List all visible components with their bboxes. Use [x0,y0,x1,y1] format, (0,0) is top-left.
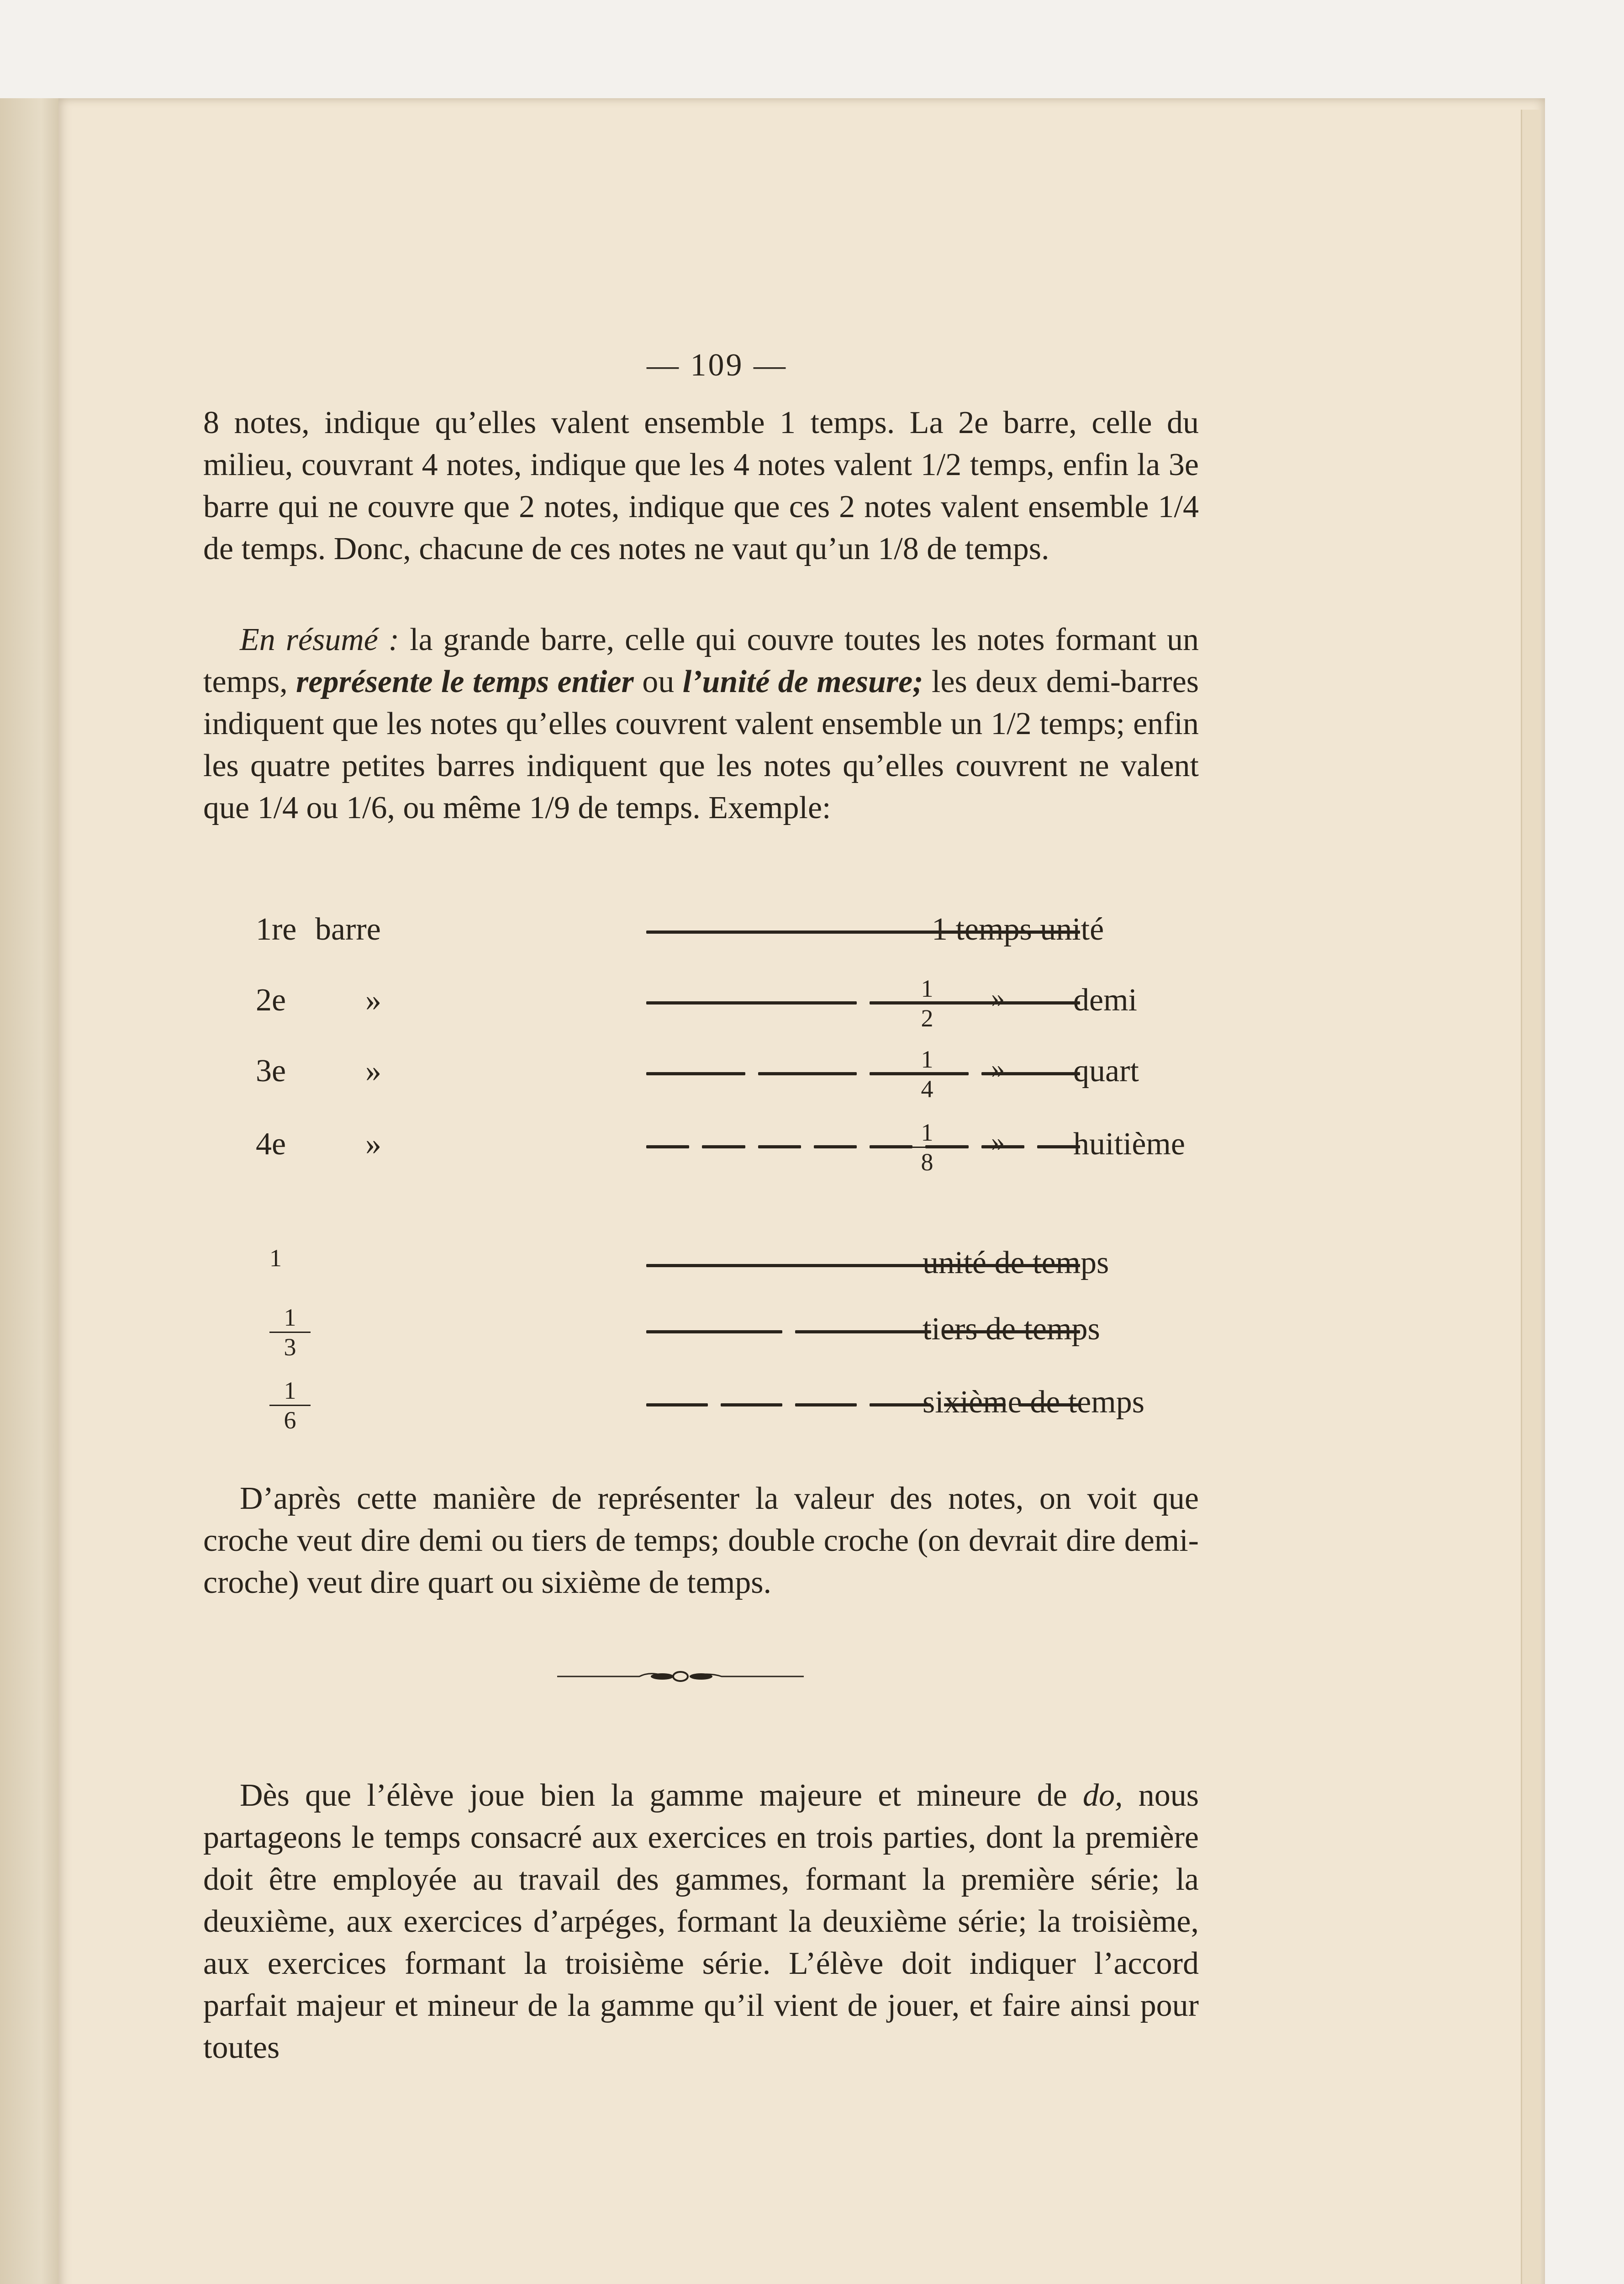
row-label: » [365,983,381,1018]
bar-group [646,1072,1080,1076]
emphasis: représente le temps entier [296,664,634,699]
fraction [907,1119,948,1175]
fraction-bar [907,1003,948,1004]
paragraph-2: En résumé : la grande barre, celle qui couvre toutes les notes formant un temps, représente le temps entier ou l’unité de mesure; les deux demi-barres indiquent que les notes qu’elles couvrent valent ensemble un 1/2 temps; enfin les quatre petites barres indiquent que les notes qu’elles couvrent ne valent que 1/4 ou 1/6, ou même 1/9 de temps. Exemple: [203,622,1199,825]
fraction-bar [269,1405,311,1406]
ternary-row [201,1304,1206,1366]
bar-segment [646,1145,689,1148]
fraction-bar [907,1073,948,1075]
fraction-numerator: 1 [921,1046,933,1073]
emphasis: do, [1083,1778,1123,1813]
fraction-numerator: 1 [269,1244,282,1272]
fraction [907,1046,948,1102]
ditto-mark: » [991,1053,1005,1084]
value-label: sixième de temps [923,1385,1145,1420]
paragraph-1: 8 notes, indique qu’elles valent ensemble 1 temps. La 2e barre, celle du milieu, couvrant 4 notes, indique que les 4 notes valent 1/2 temps, enfin la 3e barre qui ne couvre que 2 notes, indique que ces 2 notes valent ensemble 1/4 de temps. Donc, chacune de ces notes ne vaut qu’un 1/8 de temps. [203,405,1199,566]
fraction-denominator: 4 [921,1075,933,1103]
bar-segment [646,1330,782,1333]
fraction-denominator: 8 [921,1148,933,1176]
bar-row [201,911,1206,966]
fraction-bar [907,1147,948,1148]
ordinal: 4e [256,1126,286,1162]
value-label: 1 temps unité [932,912,1104,947]
lead-in: En résumé : [240,622,400,657]
fraction [907,975,948,1031]
row-label: » [365,1126,381,1162]
fraction-numerator: 1 [284,1304,296,1331]
bar-segment [758,1145,801,1148]
bar-row [201,1119,1206,1181]
ditto-mark: » [991,983,1005,1013]
ordinal: 1re [256,912,297,947]
bar-segment [702,1145,745,1148]
paragraph-3: D’après cette manière de représenter la valeur des notes, on voit que croche veut dire demi ou tiers de temps; double croche (on devrait dire demi-croche) veut dire quart ou sixième de temps. [203,1481,1199,1600]
fraction-numerator: 1 [921,1119,933,1146]
bar-segment [646,1072,745,1075]
bar-segment [795,1403,857,1406]
bar-row [201,975,1206,1037]
ternary-row [201,1377,1206,1439]
fraction-numerator: 1 [284,1377,296,1404]
bar-segment [721,1403,782,1406]
bar-segment [758,1072,857,1075]
bar-segment [870,1001,1080,1005]
fraction-bar [269,1332,311,1333]
fraction [269,1245,282,1271]
fraction [269,1377,311,1433]
paragraph-4: Dès que l’élève joue bien la gamme majeure et mineure de do, nous partageons le temps consacré aux exercices en trois parties, dont la première doit être employée au travail des gammes, formant la première série; la deuxième, aux exercices d’arpéges, formant la deuxième série; la troisième, aux exercices formant la troisième série. L’élève doit indiquer l’accord parfait majeur et mineur de la gamme qu’il vient de jouer, et faire ainsi pour toutes [203,1778,1199,2065]
bar-segment [870,1403,931,1406]
ternary-row [201,1245,1206,1300]
bar-row [201,1046,1206,1108]
page-number: — 109 — [647,348,787,383]
page-right-edge [1521,110,1540,2284]
fraction-denominator: 2 [921,1005,933,1032]
row-label: » [365,1053,381,1089]
value-label: quart [1073,1053,1139,1089]
bar-segment [646,1001,857,1005]
fraction-denominator: 3 [284,1333,296,1361]
bar-segment [795,1330,931,1333]
value-label: tiers de temps [923,1311,1100,1347]
emphasis: l’unité de mesure; [682,664,923,699]
value-label: demi [1073,983,1137,1018]
fraction-denominator: 6 [284,1406,296,1434]
value-label: huitième [1073,1126,1185,1162]
value-label: unité de temps [923,1245,1109,1280]
bar-group [646,1001,1080,1005]
ordinal: 3e [256,1053,286,1089]
fraction [269,1304,311,1360]
row-label: barre [315,912,381,947]
ordinal: 2e [256,983,286,1018]
ditto-mark: » [991,1126,1005,1157]
bar-group [646,1145,1080,1149]
ornamental-divider [557,1667,804,1686]
bar-segment [646,1403,708,1406]
fraction-numerator: 1 [921,975,933,1002]
bar-segment [814,1145,857,1148]
